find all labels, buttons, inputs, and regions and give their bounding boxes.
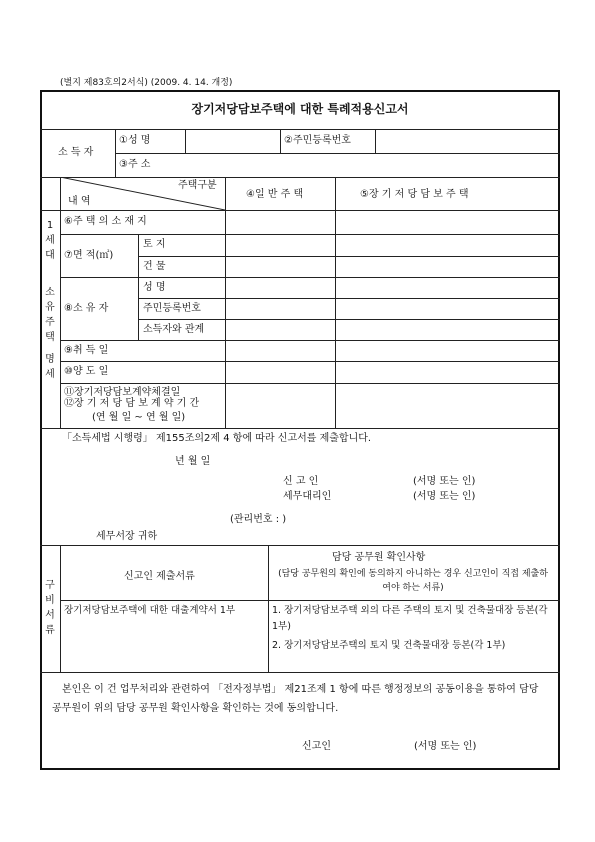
divider (40, 210, 560, 211)
divider (335, 177, 336, 428)
divider (60, 277, 560, 278)
divider (60, 383, 560, 384)
divider (60, 600, 560, 601)
house-owner-rrn-label: 주민등록번호 (143, 303, 201, 314)
report-form (40, 90, 560, 770)
divider (40, 129, 560, 130)
house-type-header: 주택구분 (178, 180, 217, 191)
divider (60, 340, 560, 341)
date-line: 년 월 일 (175, 456, 211, 467)
divider (60, 361, 560, 362)
owner-name-label: ①성 명 (119, 135, 151, 146)
official-doc-item-2: 2. 장기저당담보주택의 토지 및 건축물대장 등본(각 1부) (272, 640, 506, 651)
divider (60, 234, 560, 235)
house-owner-label: ⑧소 유 자 (64, 303, 109, 314)
management-number: (관리번호 : ) (230, 514, 287, 525)
divider (268, 545, 269, 672)
item-header: 내 역 (68, 196, 91, 207)
divider (115, 153, 560, 154)
owner-rrn-label: ②주민등록번호 (284, 135, 351, 146)
mortgage-house-header: ⑤장 기 저 당 담 보 주 택 (360, 189, 469, 200)
owned-house-label: 소유주택 (45, 287, 55, 343)
agent-signature: (서명 또는 인) (413, 491, 476, 502)
consent-reporter-label: 신고인 (302, 741, 331, 752)
contract-period-label: ⑫장 기 저 당 담 보 계 약 기 간 (64, 398, 200, 409)
house-owner-relation-label: 소득자와 관계 (143, 324, 205, 335)
required-docs-label: 구비서류 (45, 580, 55, 636)
household-label: 1세대 (45, 220, 55, 261)
reporter-label: 신 고 인 (283, 476, 319, 487)
divider (60, 177, 61, 428)
owner-address-label: ③주 소 (119, 159, 151, 170)
divider (375, 129, 376, 153)
divider (138, 256, 560, 257)
general-house-header: ④일 반 주 택 (246, 189, 304, 200)
contract-date-label: ⑪장기저당담보계약체결일 (64, 387, 181, 398)
reporter-doc-item: 장기저당담보주택에 대한 대출계약서 1부 (64, 605, 236, 616)
divider (138, 319, 560, 320)
divider (40, 672, 560, 673)
consent-text: 본인은 이 건 업무처리와 관련하여 「전자정부법」 제21조제 1 항에 따른 행정정보의 공동이용을 통하여 담당 공무원이 위의 담당 공무원 확인사항을 확인하는 것에 동의합니다. (52, 684, 539, 714)
declaration-text: 「소득세법 시행령」 제155조의2제 4 항에 따라 신고서를 제출합니다. (62, 433, 372, 444)
divider (280, 129, 281, 153)
area-label: ⑦면 적(㎡) (64, 250, 114, 261)
divider (40, 545, 560, 546)
details-label: 명세 (45, 354, 55, 380)
official-check-header: 담당 공무원 확인사항 (332, 552, 426, 563)
divider (225, 177, 226, 428)
contract-period-sublabel: (연 월 일 ~ 연 월 일) (92, 412, 186, 423)
consent-signature: (서명 또는 인) (414, 741, 477, 752)
transfer-date-label: ⑩양 도 일 (64, 366, 109, 377)
divider (115, 129, 116, 177)
divider (185, 129, 186, 153)
divider (138, 298, 560, 299)
official-check-subheader: (담당 공무원의 확인에 동의하지 아니하는 경우 신고인이 직접 제출하여야 하는 서류) (278, 569, 548, 593)
acquisition-date-label: ⑨취 득 일 (64, 345, 109, 356)
divider (138, 234, 139, 340)
divider (60, 545, 61, 672)
official-doc-item-1: 1. 장기저당담보주택 외의 다른 주택의 토지 및 건축물대장 등본(각 1부) (272, 605, 548, 632)
tax-agent-label: 세무대리인 (283, 491, 332, 502)
house-location-label: ⑥주 택 의 소 재 지 (64, 216, 147, 227)
reporter-docs-header: 신고인 제출서류 (124, 571, 195, 582)
house-owner-name-label: 성 명 (143, 282, 166, 293)
reporter-signature: (서명 또는 인) (413, 476, 476, 487)
divider (40, 428, 560, 429)
addressee: 세무서장 귀하 (96, 531, 158, 542)
land-label: 토 지 (143, 239, 166, 250)
form-number-header: (별지 제83호의2서식) (2009. 4. 14. 개정) (60, 78, 233, 88)
form-title: 장기저당담보주택에 대한 특례적용신고서 (191, 102, 409, 116)
building-label: 건 물 (143, 261, 166, 272)
owner-label: 소 득 자 (58, 147, 94, 158)
